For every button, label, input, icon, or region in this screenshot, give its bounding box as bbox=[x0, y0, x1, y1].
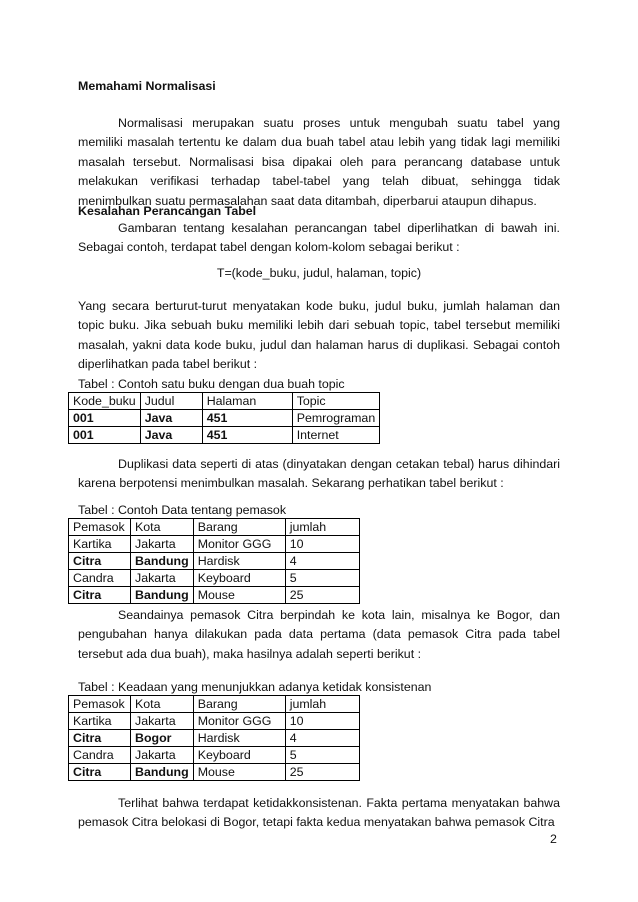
header-cell: Topic bbox=[292, 393, 380, 410]
table-cell: Bandung bbox=[131, 553, 194, 570]
paragraph-terlihat: Terlihat bahwa terdapat ketidakkonsistenan. Fakta pertama menyatakan bahwa pemasok Citra belokasi di Bogor, tetapi fakta kedua menyatakan bahwa pemasok Citra bbox=[78, 796, 560, 830]
table-cell: 5 bbox=[285, 570, 359, 587]
table-cell: Jakarta bbox=[131, 747, 194, 764]
header-cell: jumlah bbox=[285, 519, 359, 536]
table-cell: Jakarta bbox=[131, 536, 194, 553]
table-cell: Hardisk bbox=[193, 730, 285, 747]
table-row bbox=[69, 747, 360, 764]
table-cell: 25 bbox=[285, 587, 359, 604]
header-cell: Pemasok bbox=[69, 519, 131, 536]
table-cell: Mouse bbox=[193, 764, 285, 781]
heading-memahami-normalisasi: Memahami Normalisasi bbox=[78, 79, 216, 93]
table-row bbox=[69, 730, 360, 747]
table1-caption: Tabel : Contoh satu buku dengan dua buah topic bbox=[78, 377, 345, 391]
table-cell: Kartika bbox=[69, 536, 131, 553]
table-cell: 001 bbox=[69, 427, 141, 444]
table-row bbox=[69, 410, 380, 427]
table-cell: Monitor GGG bbox=[193, 713, 285, 730]
paragraph-seandainya: Seandainya pemasok Citra berpindah ke kota lain, misalnya ke Bogor, dan pengubahan hanya dilakukan pada data pertama (data pemasok Citra pada tabel tersebut ada dua buah), maka hasilnya adalah seperti berikut : bbox=[78, 608, 560, 661]
table-cell: 001 bbox=[69, 410, 141, 427]
table-cell: 451 bbox=[202, 427, 292, 444]
table-cell: Bogor bbox=[131, 730, 194, 747]
table-cell: Java bbox=[140, 427, 202, 444]
table-cell: Jakarta bbox=[131, 713, 194, 730]
paragraph-normalisasi: Normalisasi merupakan suatu proses untuk mengubah suatu tabel yang memiliki masalah tertentu ke dalam dua buah tabel atau lebih yang tidak lagi memiliki masalah tersebut. Normalisasi bisa dipakai oleh para perancang database untuk melakukan verifikasi terhadap tabel-tabel yang telah dibuat, sehingga tidak menimbulkan suatu permasalahan saat data ditambah, diperbarui ataupun dihapus. bbox=[78, 116, 560, 208]
table-row bbox=[69, 553, 360, 570]
table-header-row bbox=[69, 519, 360, 536]
table-header-row bbox=[69, 393, 380, 410]
table-cell: Monitor GGG bbox=[193, 536, 285, 553]
table-row bbox=[69, 427, 380, 444]
table-pemasok bbox=[68, 518, 360, 604]
table-cell: Hardisk bbox=[193, 553, 285, 570]
table-cell: Keyboard bbox=[193, 570, 285, 587]
table3-caption: Tabel : Keadaan yang menunjukkan adanya ketidak konsistenan bbox=[78, 680, 432, 694]
table-row bbox=[69, 536, 360, 553]
table-cell: 10 bbox=[285, 713, 359, 730]
header-cell: Barang bbox=[193, 696, 285, 713]
table-cell: 4 bbox=[285, 730, 359, 747]
header-cell: Halaman bbox=[202, 393, 292, 410]
table-cell: Citra bbox=[69, 764, 131, 781]
table-row bbox=[69, 764, 360, 781]
table-header-row bbox=[69, 696, 360, 713]
table-schema-formula: T=(kode_buku, judul, halaman, topic) bbox=[216, 266, 422, 280]
table-row bbox=[69, 570, 360, 587]
table-buku-topic bbox=[68, 392, 380, 444]
table-cell: Bandung bbox=[131, 587, 194, 604]
table-cell: 5 bbox=[285, 747, 359, 764]
table-cell: Citra bbox=[69, 553, 131, 570]
table-cell: Candra bbox=[69, 747, 131, 764]
table-cell: Java bbox=[140, 410, 202, 427]
table-cell: Keyboard bbox=[193, 747, 285, 764]
page-number: 2 bbox=[550, 832, 557, 846]
table-row bbox=[69, 587, 360, 604]
table-cell: Citra bbox=[69, 730, 131, 747]
table-cell: 10 bbox=[285, 536, 359, 553]
table-cell: Candra bbox=[69, 570, 131, 587]
header-cell: Judul bbox=[140, 393, 202, 410]
table-cell: Jakarta bbox=[131, 570, 194, 587]
paragraph-gambaran: Gambaran tentang kesalahan perancangan tabel diperlihatkan di bawah ini. Sebagai contoh, terdapat tabel dengan kolom-kolom sebagai berikut : bbox=[78, 221, 560, 255]
table-cell: Internet bbox=[292, 427, 380, 444]
paragraph-penjelasan: Yang secara berturut-turut menyatakan kode buku, judul buku, jumlah halaman dan topic buku. Jika sebuah buku memiliki lebih dari sebuah topic, tabel tersebut memiliki masalah, yakni data kode buku, judul dan halaman harus di duplikasi. Sebagai contoh diperlihatkan pada tabel berikut : bbox=[78, 299, 560, 372]
table-cell: 4 bbox=[285, 553, 359, 570]
table-cell: Pemrograman bbox=[292, 410, 380, 427]
table-ketidak-konsistenan bbox=[68, 695, 360, 781]
header-cell: Kode_buku bbox=[69, 393, 141, 410]
table-cell: Mouse bbox=[193, 587, 285, 604]
table-cell: 451 bbox=[202, 410, 292, 427]
table-cell: Kartika bbox=[69, 713, 131, 730]
table2-caption: Tabel : Contoh Data tentang pemasok bbox=[78, 503, 287, 517]
header-cell: Pemasok bbox=[69, 696, 131, 713]
table-row bbox=[69, 713, 360, 730]
paragraph-duplikasi: Duplikasi data seperti di atas (dinyatakan dengan cetakan tebal) harus dihindari karena berpotensi menimbulkan masalah. Sekarang perhatikan tabel berikut : bbox=[78, 457, 560, 491]
table-cell: 25 bbox=[285, 764, 359, 781]
header-cell: Barang bbox=[193, 519, 285, 536]
header-cell: Kota bbox=[131, 696, 194, 713]
header-cell: Kota bbox=[131, 519, 194, 536]
heading-kesalahan-perancangan: Kesalahan Perancangan Tabel bbox=[78, 204, 257, 218]
table-cell: Citra bbox=[69, 587, 131, 604]
table-cell: Bandung bbox=[131, 764, 194, 781]
header-cell: jumlah bbox=[285, 696, 359, 713]
